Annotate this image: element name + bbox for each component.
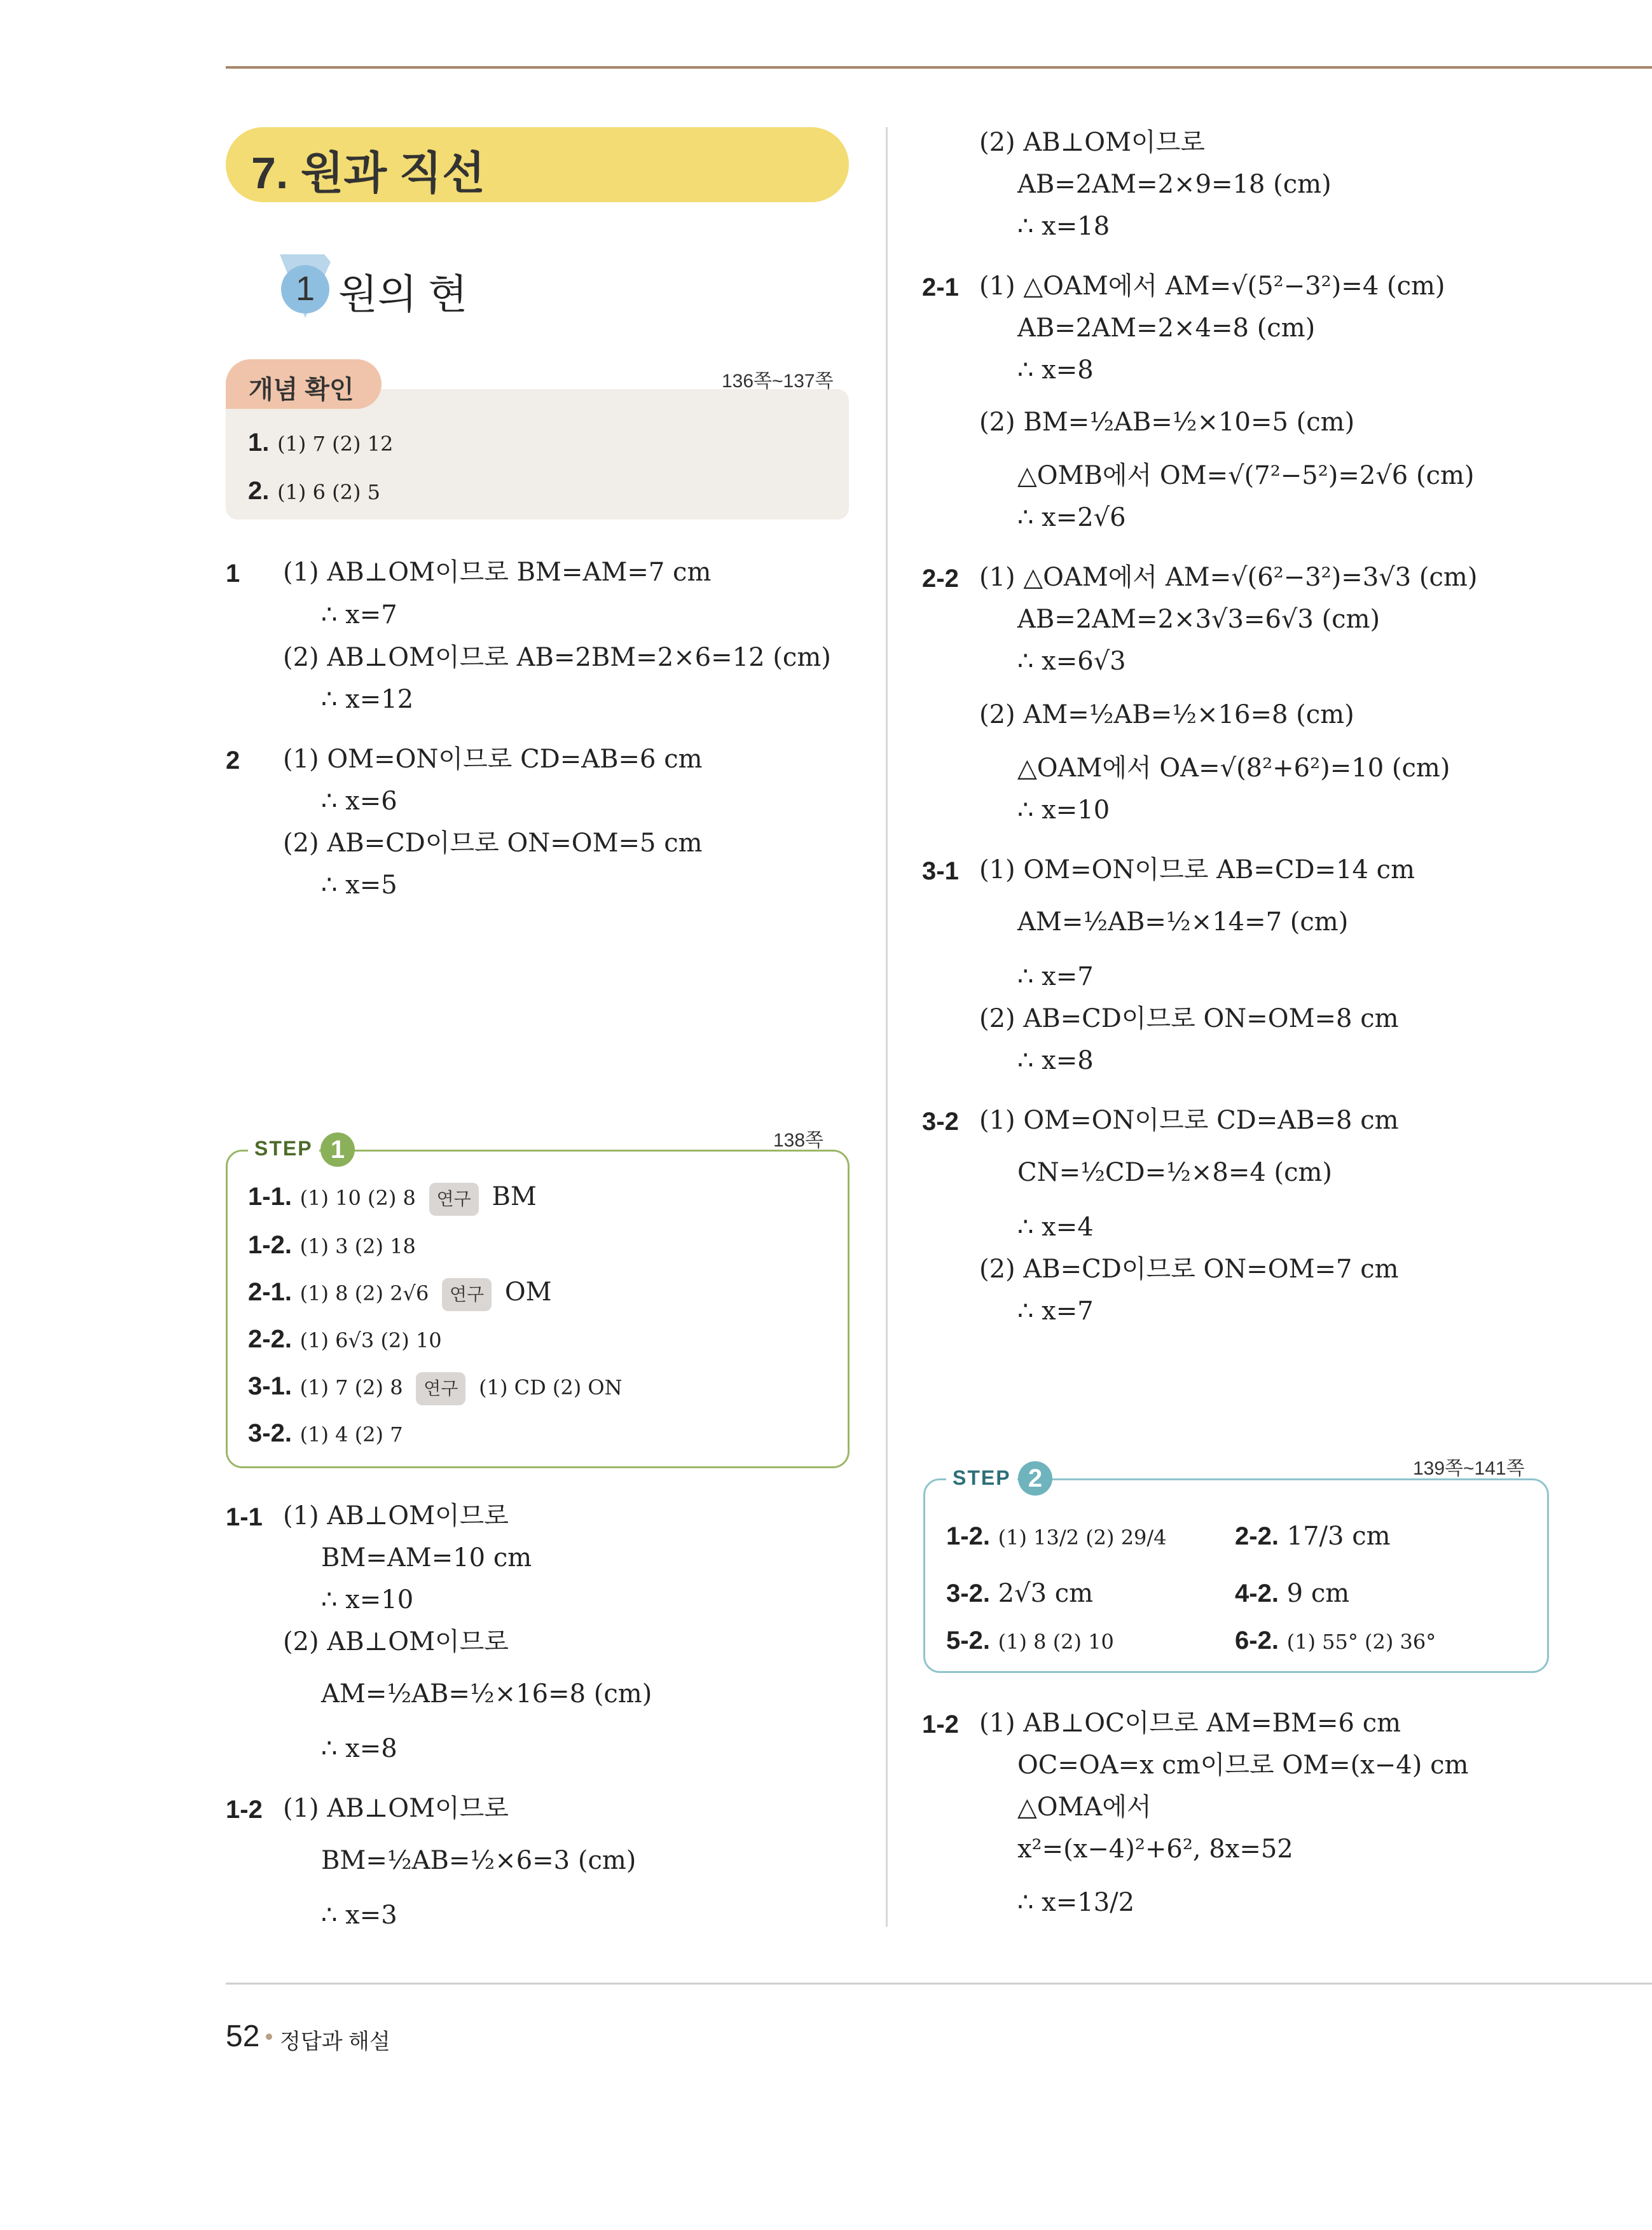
solution-line: ∴ x=4 bbox=[1017, 1213, 1094, 1242]
bottom-rule bbox=[226, 1983, 1652, 1985]
step2-cell-no: 3-2. bbox=[946, 1580, 990, 1607]
solution-line: (2) BM=½AB=½×10=5 (cm) bbox=[979, 408, 1355, 437]
concept-row-text: (1) 6 (2) 5 bbox=[277, 480, 380, 504]
step2-cell-text: 17/3 cm bbox=[1286, 1522, 1391, 1551]
solution-line: AB=2AM=2×3√3=6√3 (cm) bbox=[1017, 605, 1380, 634]
solution-line: ∴ x=2√6 bbox=[1017, 503, 1126, 532]
page-number: 52 bbox=[226, 2020, 260, 2053]
step1-row-text: (1) 10 (2) 8 bbox=[299, 1186, 416, 1210]
solution-line: (1) AB⊥OC이므로 AM=BM=6 cm bbox=[979, 1709, 1401, 1738]
solution-number: 2-1 bbox=[922, 273, 959, 301]
study-tag: 연구 bbox=[416, 1372, 465, 1405]
step1-row bbox=[248, 1277, 552, 1311]
solution-line: (1) OM=ON이므로 AB=CD=14 cm bbox=[979, 855, 1415, 884]
step1-row-no: 1-2. bbox=[248, 1231, 292, 1259]
solution-line: ∴ x=8 bbox=[1017, 1046, 1094, 1075]
step1-row-no: 2-1. bbox=[248, 1278, 292, 1306]
solution-line: (1) △OAM에서 AM=√(6²−3²)=3√3 (cm) bbox=[979, 563, 1478, 592]
step1-row bbox=[248, 1324, 442, 1356]
step2-cell bbox=[1235, 1578, 1349, 1609]
solution-line: BM=½AB=½×6=3 (cm) bbox=[321, 1846, 637, 1875]
step2-label: STEP bbox=[946, 1466, 1017, 1490]
step2-cell bbox=[946, 1578, 1093, 1609]
solution-line: ∴ x=10 bbox=[1017, 795, 1110, 825]
solution-line: (2) AB=CD이므로 ON=OM=5 cm bbox=[283, 829, 703, 858]
solution-line: AM=½AB=½×16=8 (cm) bbox=[321, 1679, 652, 1709]
solution-line: (2) AB⊥OM이므로 AB=2BM=2×6=12 (cm) bbox=[283, 643, 831, 672]
step1-row bbox=[248, 1181, 537, 1216]
step1-number: 1 bbox=[320, 1132, 355, 1167]
step2-cell-text: (1) 8 (2) 10 bbox=[998, 1630, 1114, 1654]
concept-row-no: 1. bbox=[248, 429, 270, 457]
step2-cell bbox=[946, 1625, 1114, 1657]
solution-number: 2 bbox=[226, 747, 240, 774]
solution-line: ∴ x=10 bbox=[321, 1585, 414, 1614]
solution-line: ∴ x=18 bbox=[1017, 212, 1110, 241]
step1-row-no: 2-2. bbox=[248, 1325, 292, 1353]
solution-line: (1) OM=ON이므로 CD=AB=6 cm bbox=[283, 745, 703, 774]
solution-line: ∴ x=6 bbox=[321, 787, 397, 816]
study-tag: 연구 bbox=[442, 1278, 492, 1311]
step2-number: 2 bbox=[1018, 1461, 1052, 1496]
study-tag: 연구 bbox=[429, 1183, 479, 1216]
solution-line: (1) AB⊥OM이므로 bbox=[283, 1501, 509, 1531]
solution-line: CN=½CD=½×8=4 (cm) bbox=[1017, 1158, 1333, 1187]
step1-row-extra: (1) CD (2) ON bbox=[479, 1375, 623, 1400]
solution-number: 1-1 bbox=[226, 1503, 263, 1531]
solution-line: ∴ x=8 bbox=[1017, 355, 1094, 385]
section-number: 1 bbox=[295, 270, 315, 308]
solution-line: (2) AB⊥OM이므로 bbox=[283, 1627, 509, 1656]
solution-line: △OMB에서 OM=√(7²−5²)=2√6 (cm) bbox=[1017, 461, 1475, 490]
solution-number: 3-1 bbox=[922, 857, 959, 885]
chapter-title: 7. 원과 직선 bbox=[251, 148, 485, 198]
solution-line: ∴ x=13/2 bbox=[1017, 1888, 1135, 1917]
solution-line: (1) AB⊥OM이므로 bbox=[283, 1794, 509, 1823]
concept-row bbox=[248, 427, 393, 459]
step2-cell-no: 4-2. bbox=[1235, 1580, 1279, 1607]
solution-line: ∴ x=3 bbox=[321, 1901, 397, 1930]
solution-line: ∴ x=8 bbox=[321, 1734, 397, 1763]
solution-line: ∴ x=7 bbox=[321, 600, 397, 630]
step2-cell-no: 5-2. bbox=[946, 1627, 990, 1655]
concept-row-text: (1) 7 (2) 12 bbox=[277, 432, 394, 456]
concept-check-label: 개념 확인 bbox=[249, 376, 354, 404]
solution-line: (1) OM=ON이므로 CD=AB=8 cm bbox=[979, 1106, 1399, 1135]
step1-row-no: 3-2. bbox=[248, 1419, 292, 1447]
chapter-banner bbox=[226, 127, 849, 202]
step1-row-text: (1) 4 (2) 7 bbox=[299, 1422, 403, 1447]
step1-row bbox=[248, 1418, 403, 1450]
step1-row bbox=[248, 1230, 416, 1262]
step1-pages: 138쪽 bbox=[773, 1130, 824, 1151]
solution-line: ∴ x=6√3 bbox=[1017, 647, 1126, 676]
step2-cell bbox=[1235, 1625, 1436, 1657]
step2-cell-no: 2-2. bbox=[1235, 1522, 1279, 1550]
step2-cell bbox=[946, 1521, 1167, 1553]
top-rule bbox=[226, 66, 1652, 69]
step2-cell-text: (1) 13/2 (2) 29/4 bbox=[998, 1525, 1167, 1550]
solution-line: BM=AM=10 cm bbox=[321, 1543, 532, 1573]
solution-number: 1-2 bbox=[922, 1710, 959, 1738]
step1-row-text: (1) 7 (2) 8 bbox=[299, 1375, 403, 1400]
footer-bullet bbox=[266, 2034, 272, 2040]
solution-line: (1) △OAM에서 AM=√(5²−3²)=4 (cm) bbox=[979, 272, 1445, 301]
solution-line: OC=OA=x cm이므로 OM=(x−4) cm bbox=[1017, 1751, 1469, 1780]
step2-cell-text: 2√3 cm bbox=[998, 1579, 1094, 1608]
solution-line: ∴ x=12 bbox=[321, 685, 414, 714]
step1-row-no: 1-1. bbox=[248, 1183, 292, 1211]
solution-line: ∴ x=7 bbox=[1017, 962, 1094, 991]
solution-line: AB=2AM=2×4=8 (cm) bbox=[1017, 313, 1316, 343]
solution-number: 3-2 bbox=[922, 1108, 959, 1136]
solution-number: 2-2 bbox=[922, 565, 959, 593]
step1-row-text: (1) 3 (2) 18 bbox=[299, 1234, 416, 1258]
solution-line: △OAM에서 OA=√(8²+6²)=10 (cm) bbox=[1017, 754, 1450, 783]
step2-cell-no: 6-2. bbox=[1235, 1627, 1279, 1655]
solution-line: (2) AB⊥OM이므로 bbox=[979, 128, 1205, 157]
step1-row-text: (1) 8 (2) 2√6 bbox=[299, 1281, 429, 1305]
step1-row-extra: OM bbox=[504, 1277, 552, 1307]
solution-line: △OMA에서 bbox=[1017, 1793, 1152, 1822]
section-title: 원의 현 bbox=[338, 272, 468, 317]
step2-cell-text: 9 cm bbox=[1286, 1579, 1350, 1608]
footer-title: 정답과 해설 bbox=[280, 2030, 390, 2054]
solution-number: 1-2 bbox=[226, 1796, 263, 1824]
column-divider bbox=[886, 127, 888, 1927]
concept-check-tab bbox=[226, 359, 382, 409]
solution-line: (2) AB=CD이므로 ON=OM=8 cm bbox=[979, 1004, 1399, 1033]
step1-label: STEP bbox=[248, 1137, 319, 1160]
solution-line: (2) AM=½AB=½×16=8 (cm) bbox=[979, 700, 1354, 729]
solution-line: AB=2AM=2×9=18 (cm) bbox=[1017, 170, 1332, 199]
step1-row bbox=[248, 1371, 623, 1405]
step1-row-no: 3-1. bbox=[248, 1372, 292, 1400]
concept-row-no: 2. bbox=[248, 477, 270, 505]
step2-cell-no: 1-2. bbox=[946, 1522, 990, 1550]
step1-row-extra: BM bbox=[492, 1182, 537, 1211]
step2-cell bbox=[1235, 1521, 1391, 1552]
solution-line: (2) AB=CD이므로 ON=OM=7 cm bbox=[979, 1255, 1399, 1284]
solution-line: ∴ x=7 bbox=[1017, 1297, 1094, 1326]
concept-row bbox=[248, 476, 380, 507]
solution-line: ∴ x=5 bbox=[321, 871, 397, 900]
step1-row-text: (1) 6√3 (2) 10 bbox=[299, 1328, 442, 1352]
step2-cell-text: (1) 55° (2) 36° bbox=[1286, 1630, 1436, 1654]
solution-line: (1) AB⊥OM이므로 BM=AM=7 cm bbox=[283, 558, 712, 587]
section-number-badge bbox=[280, 254, 337, 318]
solution-line: AM=½AB=½×14=7 (cm) bbox=[1017, 907, 1349, 937]
solution-number: 1 bbox=[226, 560, 240, 588]
solution-line: x²=(x−4)²+6², 8x=52 bbox=[1017, 1834, 1293, 1864]
step2-pages: 139쪽~141쪽 bbox=[1413, 1458, 1525, 1479]
concept-pages: 136쪽~137쪽 bbox=[722, 371, 834, 392]
